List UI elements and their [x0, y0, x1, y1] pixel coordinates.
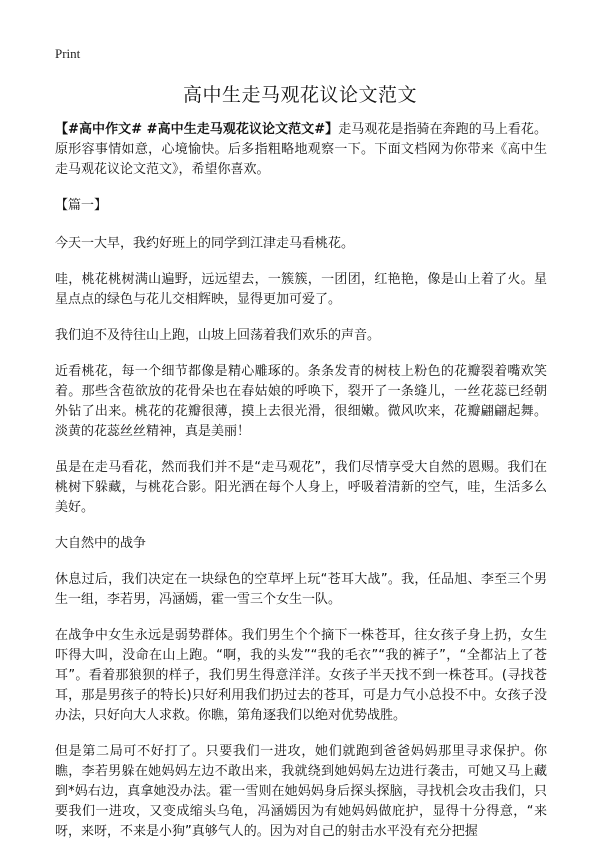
section-label: 【篇一】	[55, 198, 108, 213]
intro-tags: 【#高中作文# #高中生走马观花议论文范文#】	[55, 122, 339, 137]
print-link[interactable]: Print	[55, 46, 81, 61]
subheading: 大自然中的战争	[55, 536, 147, 551]
intro-text: 走马观花是指骑在奔跑的马上看花。原形容事情如意，心境愉快。后多指粗略地观察一下。下面文档网为你带来《高中生走马观花议论文范文》，希望你喜欢。	[55, 122, 547, 177]
article-body	[55, 120, 547, 858]
paragraph: 虽是在走马看花，然而我们并不是“走马观花”，我们尽情享受大自然的恩赐。我们在桃树下躲藏，与桃花合影。阳光洒在每个人身上，呼吸着清新的空气，哇，生活多么美好。	[55, 460, 547, 515]
paragraph: 哇，桃花桃树满山遍野，远远望去，一簇簇，一团团，红艳艳，像是山上着了火。星星点点的绿色与花儿交相辉映，显得更加可爱了。	[55, 272, 547, 307]
paragraph: 但是第二局可不好打了。只要我们一进攻，她们就跑到爸爸妈妈那里寻求保护。你瞧，李若男躲在她妈妈左边不敢出来，我就绕到她妈妈左边进行袭击，可她又马上藏到*妈右边，真拿她没办法。霍一雪则在她妈妈身后探头探脑，寻找机会攻击我们，只要我们一进攻，又变成缩头乌龟，冯涵嫣因为有她妈妈做庇护，显得十分得意，“来呀，来呀，不来是小狗”真够气人的。因为对自己的射击水平没有充分把握	[55, 744, 547, 839]
intro-paragraph	[55, 120, 547, 180]
paragraph: 在战争中女生永远是弱势群体。我们男生个个摘下一株苍耳，往女孩子身上扔，女生吓得大叫，没命在山上跑。“啊，我的头发”“我的毛衣”“我的裤子”，“全都沾上了苍耳”。看着那狼狈的样子，我们男生得意洋洋。女孩子半天找不到一株苍耳。(寻找苍耳，那是男孩子的特长)只好利用我们扔过去的苍耳，可是力气小总投不中。女孩子没办法，只好向大人求救。你瞧，第角逐我们以绝对优势战胜。	[55, 628, 547, 723]
paragraph: 近看桃花，每一个细节都像是精心雕琢的。条条发青的树枝上粉色的花瓣裂着嘴欢笑着。那些含苞欲放的花骨朵也在春姑娘的呼唤下，裂开了一条缝儿，一丝花蕊已经朝外钻了出来。桃花的花瓣很薄，摸上去很光滑，很细嫩。微风吹来，花瓣翩翩起舞。淡黄的花蕊丝丝精神，真是美丽！	[55, 364, 547, 439]
paragraph: 今天一大早，我约好班上的同学到江津走马看桃花。	[55, 236, 355, 251]
article-title: 高中生走马观花议论文范文	[182, 84, 417, 106]
paragraph: 休息过后，我们决定在一块绿色的空草坪上玩“苍耳大战”。我，任品旭、李至三个男生一组，李若男，冯涵嫣，霍一雪三个女生一队。	[55, 572, 547, 607]
paragraph: 我们迫不及待往山上跑，山坡上回荡着我们欢乐的声音。	[55, 328, 381, 343]
